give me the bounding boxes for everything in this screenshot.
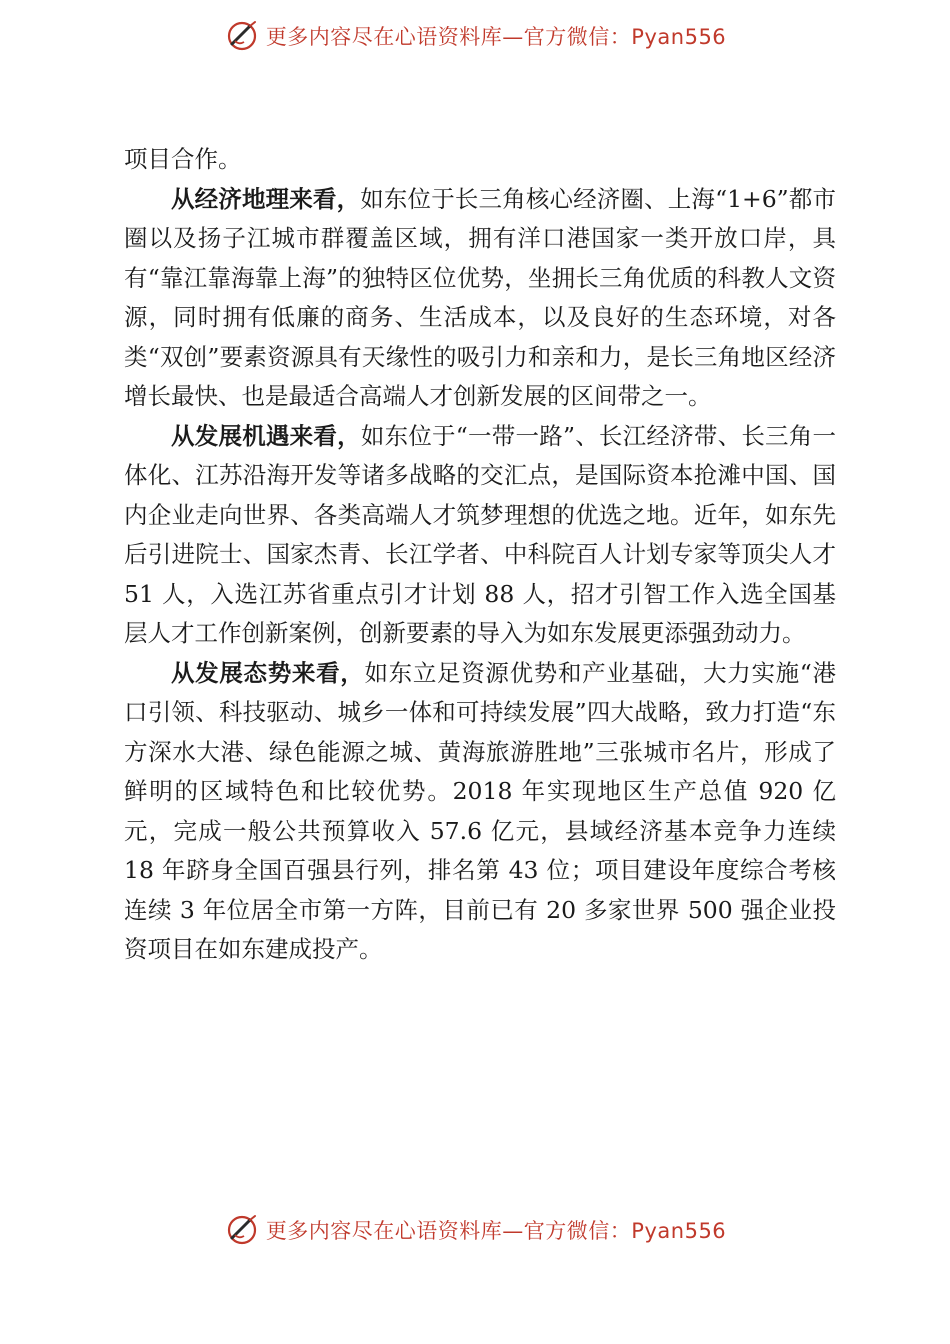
continuation-text: 项目合作。 xyxy=(124,145,242,173)
paragraph-lead: 从发展机遇来看， xyxy=(171,421,361,450)
banner-text: 更多内容尽在心语资料库—官方微信：Pyan556 xyxy=(265,25,727,49)
paragraph-text: 如东位于“一带一路”、长江经济带、长三角一体化、江苏沿海开发等诸多战略的交汇点，是国际资本抢滩中国、国内企业走向世界、各类高端人才筑梦理想的优选之地。近年，如东先后引进院士、国家杰青、长江学者、中科院百人计划专家等顶尖人才 51 人，入选江苏省重点引才计划 88 人，招才引智工作入选全国基层人才工作创新案例，创新要素的导入为如东发展更添强劲动力。 xyxy=(124,421,837,647)
header-banner xyxy=(0,16,950,56)
document-body xyxy=(124,140,836,970)
paragraph-development-opportunity xyxy=(124,417,836,654)
paragraph-lead: 从经济地理来看， xyxy=(171,184,361,213)
brush-logo-icon xyxy=(224,18,260,54)
paragraph-lead: 从发展态势来看， xyxy=(171,658,365,687)
footer-banner xyxy=(0,1210,950,1250)
paragraph-text: 如东立足资源优势和产业基础，大力实施“港口引领、科技驱动、城乡一体和可持续发展”四大战略，致力打造“东方深水大港、绿色能源之城、黄海旅游胜地”三张城市名片，形成了鲜明的区域特色和比较优势。2018 年实现地区生产总值 920 亿元，完成一般公共预算收入 57.6 亿元，县域经济基本竞争力连续 18 年跻身全国百强县行列，排名第 43 位；项目建设年度综合考核连续 3 年位居全市第一方阵，目前已有 20 多家世界 500 强企业投资项目在如东建成投产。 xyxy=(124,658,837,963)
brush-logo-icon xyxy=(224,1212,260,1248)
banner-text: 更多内容尽在心语资料库—官方微信：Pyan556 xyxy=(265,1219,727,1243)
paragraph-economic-geography xyxy=(124,180,836,417)
paragraph-text: 如东位于长三角核心经济圈、上海“1+6”都市圈以及扬子江城市群覆盖区域，拥有洋口港国家一类开放口岸，具有“靠江靠海靠上海”的独特区位优势，坐拥长三角优质的科教人文资源，同时拥有低廉的商务、生活成本，以及良好的生态环境，对各类“双创”要素资源具有天缘性的吸引力和亲和力，是长三角地区经济增长最快、也是最适合高端人才创新发展的区间带之一。 xyxy=(124,184,837,410)
paragraph-development-trend xyxy=(124,654,836,970)
